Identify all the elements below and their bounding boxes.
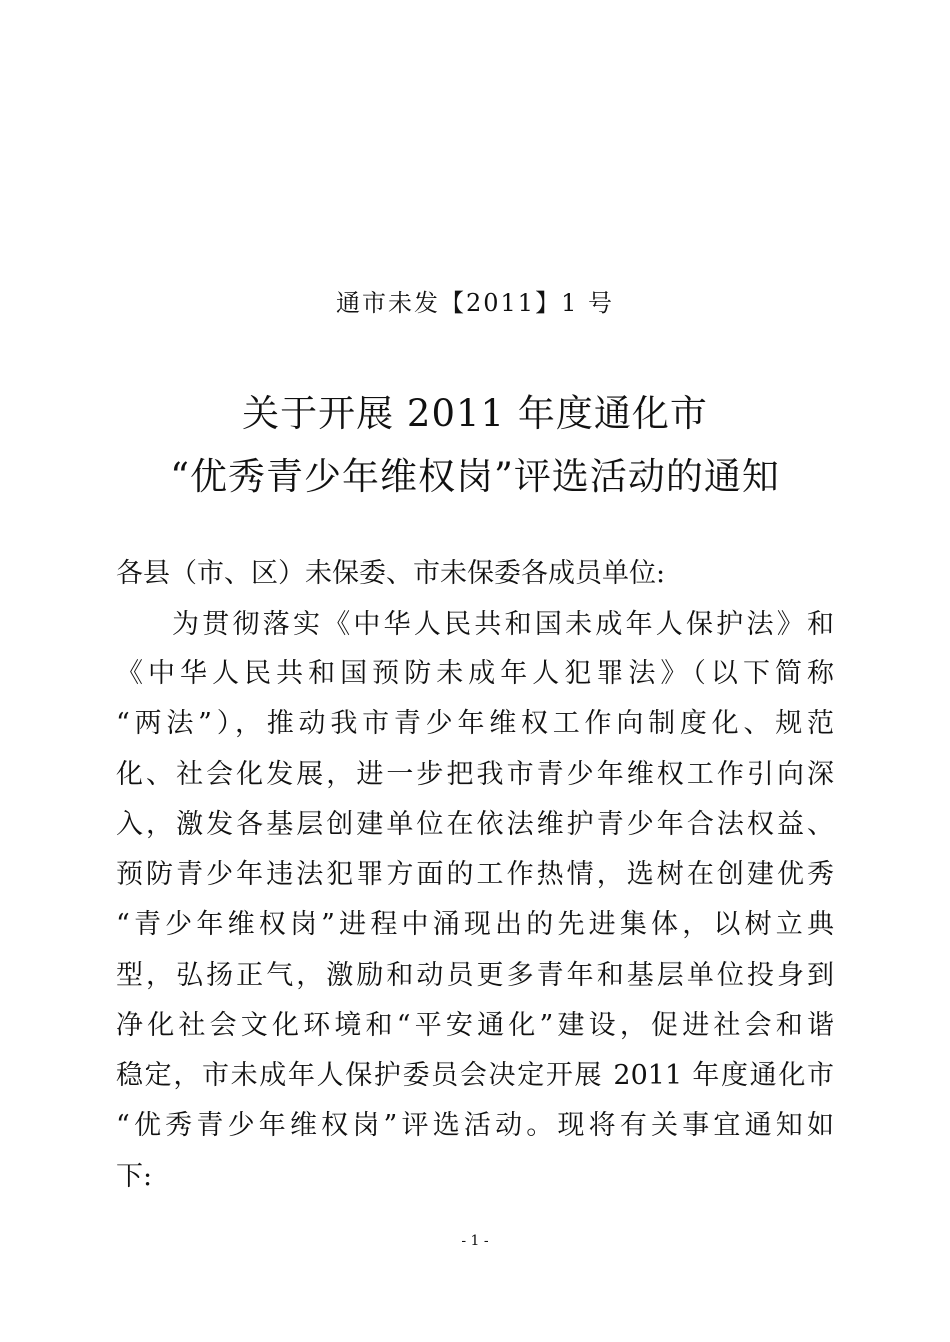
body-line-10: 稳定，市未成年人保护委员会决定开展 2011 年度通化市 bbox=[116, 1060, 834, 1091]
body-line-1: 为贯彻落实《中华人民共和国未成年人保护法》和 bbox=[172, 609, 834, 640]
page-number: - 1 - bbox=[461, 1233, 489, 1249]
body-line-12: 下: bbox=[116, 1161, 153, 1192]
body-line-7: “青少年维权岗”进程中涌现出的先进集体，以树立典 bbox=[116, 909, 834, 940]
title-line-2: “优秀青少年维权岗”评选活动的通知 bbox=[170, 455, 780, 498]
body-line-4: 化、社会化发展，进一步把我市青少年维权工作引向深 bbox=[116, 759, 834, 790]
body-line-2: 《中华人民共和国预防未成年人犯罪法》（以下简称 bbox=[116, 658, 834, 689]
body-line-5: 入，激发各基层创建单位在依法维护青少年合法权益、 bbox=[116, 809, 834, 840]
salutation: 各县（市、区）未保委、市未保委各成员单位: bbox=[116, 558, 666, 589]
doc-number: 通市未发【2011】1 号 bbox=[336, 289, 614, 317]
title-line-1: 关于开展 2011 年度通化市 bbox=[242, 392, 708, 435]
body-line-9: 净化社会文化环境和“平安通化”建设，促进社会和谐 bbox=[116, 1010, 834, 1041]
body-line-11: “优秀青少年维权岗”评选活动。现将有关事宜通知如 bbox=[116, 1110, 834, 1141]
body-line-3: “两法”），推动我市青少年维权工作向制度化、规范 bbox=[116, 708, 834, 739]
body-line-6: 预防青少年违法犯罪方面的工作热情，选树在创建优秀 bbox=[116, 859, 834, 890]
body-line-8: 型，弘扬正气，激励和动员更多青年和基层单位投身到 bbox=[116, 960, 834, 991]
